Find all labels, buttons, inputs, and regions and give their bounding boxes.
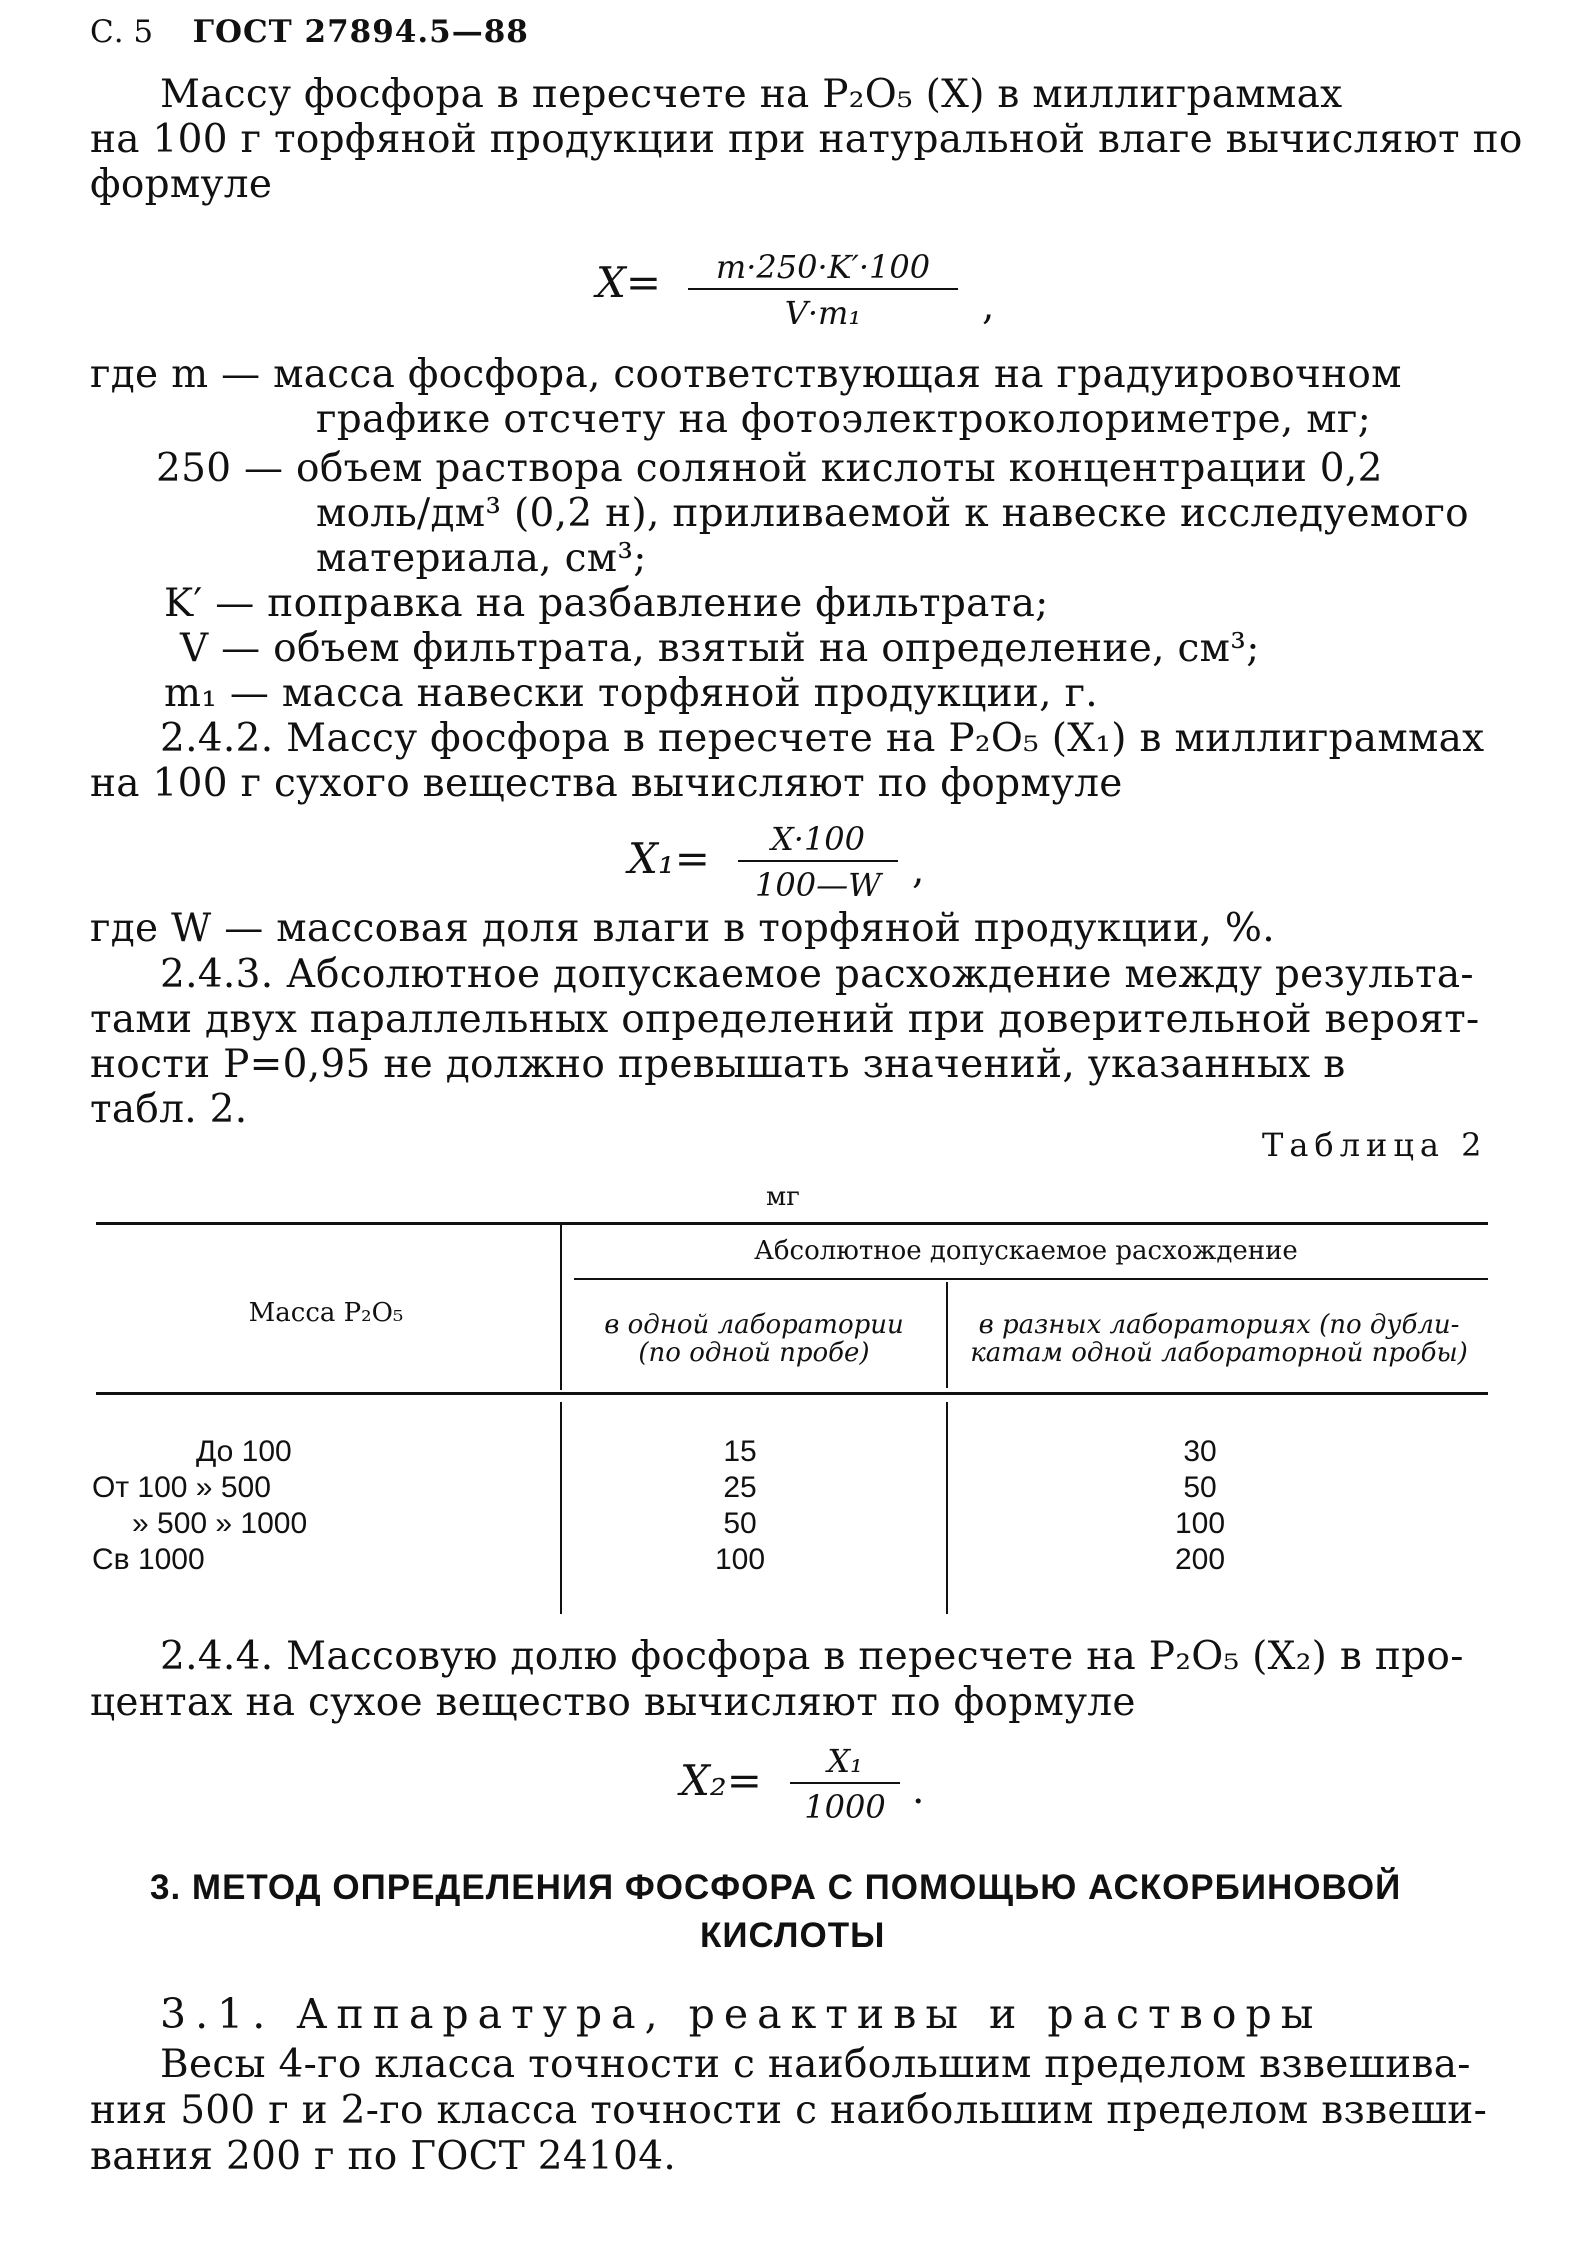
table-unit: мг — [766, 1182, 800, 1212]
where-k: K′ — поправка на разбавление фильтрата; — [164, 581, 1049, 626]
page-number: С. 5 — [90, 14, 154, 50]
para1-line1: Массу фосфора в пересчете на P₂O₅ (X) в миллиграммах — [160, 72, 1343, 117]
col-header-diff-lab-l2: катам одной лабораторной пробы) — [970, 1338, 1468, 1368]
formula-x-denominator: V·m₁ — [784, 294, 862, 332]
para242-line2: на 100 г сухого вещества вычисляют по формуле — [90, 761, 1123, 806]
table-row-diff-lab: 30 — [1183, 1435, 1217, 1468]
page-header — [90, 14, 529, 50]
col-header-mass: Масса P₂O₅ — [248, 1298, 404, 1328]
para1-line3: формуле — [90, 162, 273, 207]
table-row-one-lab: 100 — [714, 1543, 766, 1576]
table-row-diff-lab: 200 — [1174, 1543, 1226, 1576]
fraction-bar — [688, 288, 958, 290]
where-m: где m — масса фосфора, соответствующая на градуировочном — [90, 352, 1402, 397]
para243-line4: табл. 2. — [90, 1087, 248, 1132]
formula-x2-lhs: X₂= — [680, 1756, 762, 1805]
where-250-cont1: моль/дм³ (0,2 н), приливаемой к навеске исследуемого — [316, 491, 1469, 536]
where-w: где W — массовая доля влаги в торфяной продукции, %. — [90, 906, 1275, 951]
table-top-rule — [96, 1222, 1488, 1225]
table-vrule-header-2 — [946, 1282, 948, 1388]
fraction-bar — [738, 860, 898, 862]
col-group-header: Абсолютное допускаемое расхождение — [754, 1236, 1298, 1266]
para243-line1: 2.4.3. Абсолютное допускаемое расхождение между результа- — [160, 952, 1474, 997]
para242-line1: 2.4.2. Массу фосфора в пересчете на P₂O₅ (X₁) в миллиграммах — [160, 716, 1485, 761]
para31-line2: ния 500 г и 2-го класса точности с наибольшим пределом взвеши- — [90, 2088, 1488, 2133]
formula-x2-numerator: X₁ — [827, 1742, 863, 1780]
where-250-cont2: материала, см³; — [316, 536, 647, 581]
para31-line1: Весы 4-го класса точности с наибольшим пределом взвешива- — [160, 2042, 1471, 2087]
formula-x1-denominator: 100—W — [755, 866, 881, 904]
table-row-diff-lab: 100 — [1174, 1507, 1226, 1540]
gost-number: ГОСТ 27894.5—88 — [192, 14, 529, 50]
table-group-rule — [574, 1278, 1488, 1280]
col-header-diff-lab-l1: в разных лабораториях (по дубли- — [978, 1310, 1460, 1340]
where-m1: m₁ — масса навески торфяной продукции, г. — [164, 671, 1098, 716]
table-vrule-body-2 — [946, 1402, 948, 1614]
formula-x-lhs: X= — [596, 258, 662, 307]
formula-x1-lhs: X₁= — [628, 834, 710, 883]
col-header-one-lab-l1: в одной лаборатории — [604, 1310, 904, 1340]
table-vrule-header-1 — [560, 1222, 562, 1390]
para243-line2: тами двух параллельных определений при доверительной вероят- — [90, 997, 1480, 1042]
col-header-one-lab-l2: (по одной пробе) — [638, 1338, 870, 1368]
table-row-mass: Св 1000 — [92, 1543, 205, 1576]
table-vrule-body-1 — [560, 1402, 562, 1614]
table-row-diff-lab: 50 — [1183, 1471, 1217, 1504]
table-row-mass: » 500 » 1000 — [132, 1507, 308, 1540]
table-row-mass: От 100 » 500 — [92, 1471, 271, 1504]
table-row-one-lab: 50 — [723, 1507, 757, 1540]
para31-line3: вания 200 г по ГОСТ 24104. — [90, 2134, 677, 2179]
subsection-3-1-heading: 3.1. Аппаратура, реактивы и растворы — [160, 1990, 1323, 2038]
where-v: V — объем фильтрата, взятый на определение, см³; — [180, 626, 1260, 671]
formula-x1-fraction — [738, 820, 898, 904]
formula-x1-comma: , — [912, 848, 925, 893]
table-row-one-lab: 25 — [723, 1471, 757, 1504]
formula-x-numerator: m·250·K′·100 — [715, 248, 931, 286]
table-caption: Таблица 2 — [1262, 1126, 1488, 1164]
formula-x2-denominator: 1000 — [804, 1788, 886, 1826]
section-3-heading-line1: 3. МЕТОД ОПРЕДЕЛЕНИЯ ФОСФОРА С ПОМОЩЬЮ АСКОРБИНОВОЙ — [150, 1868, 1402, 1907]
para244-line2: центах на сухое вещество вычисляют по формуле — [90, 1680, 1136, 1725]
formula-x1-numerator: X·100 — [770, 820, 866, 858]
where-m-cont: графике отсчету на фотоэлектроколориметре, мг; — [316, 397, 1372, 442]
formula-x2-fraction — [790, 1742, 900, 1826]
section-3-heading-line2: КИСЛОТЫ — [700, 1916, 886, 1955]
fraction-bar — [790, 1782, 900, 1784]
table-row-one-lab: 15 — [723, 1435, 757, 1468]
formula-x-fraction — [688, 248, 958, 332]
formula-x2-period: . — [912, 1768, 925, 1813]
where-250: 250 — объем раствора соляной кислоты концентрации 0,2 — [156, 446, 1383, 491]
para1-line2: на 100 г торфяной продукции при натуральной влаге вычисляют по — [90, 117, 1523, 162]
table-header-rule — [96, 1392, 1488, 1395]
para243-line3: ности P=0,95 не должно превышать значений, указанных в — [90, 1042, 1346, 1087]
para244-line1: 2.4.4. Массовую долю фосфора в пересчете на P₂O₅ (X₂) в про- — [160, 1634, 1464, 1679]
table-row-mass: До 100 — [196, 1435, 292, 1468]
formula-x-comma: , — [982, 284, 995, 329]
